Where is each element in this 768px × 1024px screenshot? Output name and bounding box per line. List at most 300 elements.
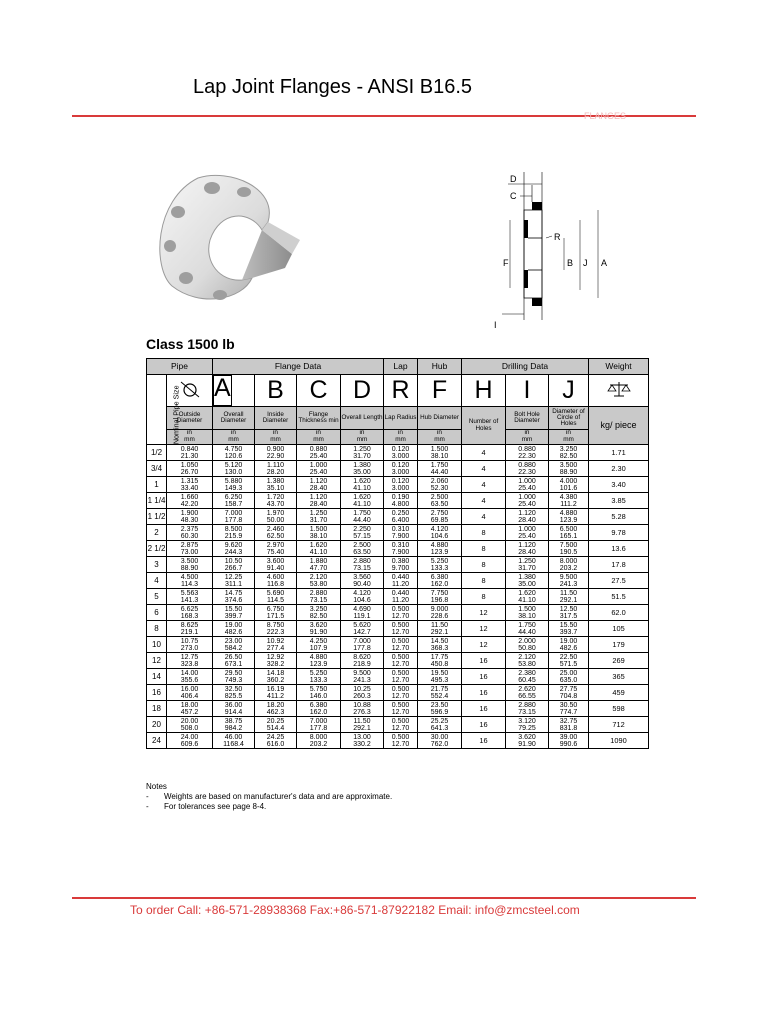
group-flange-data: Flange Data xyxy=(213,359,384,375)
letter-b: B xyxy=(255,375,297,407)
letter-h: H xyxy=(462,375,506,407)
notes xyxy=(146,782,392,812)
letter-f: F xyxy=(418,375,462,407)
table-row xyxy=(147,525,649,541)
cell-d: 1.620 41.10 xyxy=(341,477,384,493)
cell-f: 11.50 292.1 xyxy=(418,621,462,637)
cell-weight: 365 xyxy=(589,669,649,685)
cell-j: 39.00 990.6 xyxy=(549,733,589,749)
cell-b: 15.50 399.7 xyxy=(213,605,255,621)
nominal-size-cell: 20 xyxy=(147,717,167,733)
table-row xyxy=(147,461,649,477)
cell-f: 25.25 641.3 xyxy=(418,717,462,733)
cell-b: 9.620 244.3 xyxy=(213,541,255,557)
desc-number-of-holes: Number of Holes xyxy=(462,407,506,445)
cell-t: 1.120 28.40 xyxy=(297,493,341,509)
cell-d: 8.620 218.9 xyxy=(341,653,384,669)
cell-t: 3.620 91.90 xyxy=(297,621,341,637)
table-row xyxy=(147,573,649,589)
cell-j: 25.00 635.0 xyxy=(549,669,589,685)
dim-label-f: F xyxy=(503,258,509,268)
cell-t: 3.250 82.50 xyxy=(297,605,341,621)
cell-b: 6.250 158.7 xyxy=(213,493,255,509)
table-row xyxy=(147,717,649,733)
cell-b: 26.50 673.1 xyxy=(213,653,255,669)
cell-a: 5.563 141.3 xyxy=(167,589,213,605)
cell-c: 8.750 222.3 xyxy=(255,621,297,637)
cell-holes: 8 xyxy=(462,589,506,605)
weight-unit: kg/ piece xyxy=(589,407,649,445)
cell-r: 0.500 12.70 xyxy=(384,637,418,653)
nominal-size-cell: 6 xyxy=(147,605,167,621)
desc-overall-diameter: Overall Diameter xyxy=(213,407,255,430)
cell-r: 0.310 7.900 xyxy=(384,525,418,541)
cell-d: 7.000 177.8 xyxy=(341,637,384,653)
cell-b: 23.00 584.2 xyxy=(213,637,255,653)
cell-j: 19.00 482.6 xyxy=(549,637,589,653)
table-row xyxy=(147,621,649,637)
cell-c: 12.92 328.2 xyxy=(255,653,297,669)
cell-c: 1.110 28.20 xyxy=(255,461,297,477)
cell-i: 2.120 53.80 xyxy=(506,653,549,669)
note-item: - For tolerances see page 8-4. xyxy=(146,802,267,811)
nominal-size-cell: 18 xyxy=(147,701,167,717)
table-row xyxy=(147,541,649,557)
unit-cell-a: in mm xyxy=(167,430,213,445)
cell-weight: 598 xyxy=(589,701,649,717)
letter-c: C xyxy=(297,375,341,407)
cell-i: 2.000 50.80 xyxy=(506,637,549,653)
cell-i: 1.120 28.40 xyxy=(506,509,549,525)
cell-d: 3.560 90.40 xyxy=(341,573,384,589)
cell-r: 0.500 12.70 xyxy=(384,605,418,621)
table-row xyxy=(147,493,649,509)
cell-a: 2.375 60.30 xyxy=(167,525,213,541)
cell-a: 14.00 355.6 xyxy=(167,669,213,685)
letter-r: R xyxy=(384,375,418,407)
dim-label-i: I xyxy=(494,320,497,330)
cell-r: 0.380 9.700 xyxy=(384,557,418,573)
nominal-size-cell: 3 xyxy=(147,557,167,573)
cell-t: 6.380 162.0 xyxy=(297,701,341,717)
cell-weight: 3.40 xyxy=(589,477,649,493)
cell-i: 1.000 25.40 xyxy=(506,493,549,509)
cell-i: 0.880 22.30 xyxy=(506,461,549,477)
cell-a: 1.900 48.30 xyxy=(167,509,213,525)
cell-t: 4.250 107.9 xyxy=(297,637,341,653)
cell-c: 1.970 50.00 xyxy=(255,509,297,525)
unit-cell-i: in mm xyxy=(506,430,549,445)
cell-i: 2.620 66.55 xyxy=(506,685,549,701)
table-row xyxy=(147,477,649,493)
letter-i: I xyxy=(506,375,549,407)
nominal-size-cell: 1 xyxy=(147,477,167,493)
cell-a: 16.00 406.4 xyxy=(167,685,213,701)
cell-t: 4.880 123.9 xyxy=(297,653,341,669)
nominal-size-cell: 2 1/2 xyxy=(147,541,167,557)
cell-i: 3.120 79.25 xyxy=(506,717,549,733)
cell-r: 0.500 12.70 xyxy=(384,653,418,669)
cell-r: 0.500 12.70 xyxy=(384,621,418,637)
cell-c: 1.720 43.70 xyxy=(255,493,297,509)
dim-label-r: R xyxy=(554,232,561,242)
nominal-size-cell: 14 xyxy=(147,669,167,685)
cell-b: 4.750 120.6 xyxy=(213,445,255,461)
cell-a: 24.00 609.6 xyxy=(167,733,213,749)
cell-b: 38.75 984.2 xyxy=(213,717,255,733)
cell-holes: 4 xyxy=(462,477,506,493)
desc-inside-diameter: Inside Diameter xyxy=(255,407,297,430)
table-row xyxy=(147,701,649,717)
desc-outside-diameter: Outside Diameter xyxy=(167,407,213,430)
table-row xyxy=(147,653,649,669)
cell-c: 2.460 62.50 xyxy=(255,525,297,541)
cell-weight: 1090 xyxy=(589,733,649,749)
cell-r: 0.500 12.70 xyxy=(384,669,418,685)
flange-section-drawing xyxy=(488,170,618,330)
cell-f: 2.500 63.50 xyxy=(418,493,462,509)
cell-t: 5.250 133.3 xyxy=(297,669,341,685)
cell-f: 19.50 495.3 xyxy=(418,669,462,685)
cell-a: 2.875 73.00 xyxy=(167,541,213,557)
cell-r: 0.500 12.70 xyxy=(384,701,418,717)
nominal-size-cell: 12 xyxy=(147,653,167,669)
cell-f: 1.500 38.10 xyxy=(418,445,462,461)
cell-c: 1.380 35.10 xyxy=(255,477,297,493)
cell-c: 6.750 171.5 xyxy=(255,605,297,621)
cell-r: 0.500 12.70 xyxy=(384,717,418,733)
cell-b: 19.00 482.6 xyxy=(213,621,255,637)
cell-d: 4.120 104.6 xyxy=(341,589,384,605)
cell-r: 0.120 3.000 xyxy=(384,461,418,477)
nominal-size-header: Nominal Pipe Size xyxy=(147,375,167,445)
cell-b: 8.500 215.9 xyxy=(213,525,255,541)
cell-r: 0.250 6.400 xyxy=(384,509,418,525)
table-row xyxy=(147,445,649,461)
unit-cell-b: in mm xyxy=(213,430,255,445)
cell-a: 0.840 21.30 xyxy=(167,445,213,461)
cell-r: 0.500 12.70 xyxy=(384,733,418,749)
desc-bolt-hole-diameter: Bolt Hole Diameter xyxy=(506,407,549,430)
unit-cell-d: in mm xyxy=(341,430,384,445)
cell-a: 6.625 168.3 xyxy=(167,605,213,621)
nominal-size-cell: 5 xyxy=(147,589,167,605)
cell-r: 0.120 3.000 xyxy=(384,445,418,461)
cell-b: 12.25 311.1 xyxy=(213,573,255,589)
cell-j: 4.000 101.6 xyxy=(549,477,589,493)
cell-d: 10.88 276.3 xyxy=(341,701,384,717)
cell-a: 8.625 219.1 xyxy=(167,621,213,637)
cell-holes: 16 xyxy=(462,701,506,717)
cell-weight: 269 xyxy=(589,653,649,669)
cell-weight: 9.78 xyxy=(589,525,649,541)
cell-holes: 16 xyxy=(462,717,506,733)
cell-f: 6.380 162.0 xyxy=(418,573,462,589)
cell-r: 0.310 7.900 xyxy=(384,541,418,557)
cell-holes: 12 xyxy=(462,605,506,621)
cell-i: 1.750 44.40 xyxy=(506,621,549,637)
cell-d: 1.250 31.70 xyxy=(341,445,384,461)
table-row xyxy=(147,557,649,573)
desc-circle-of-holes: Diameter of Circle of Holes xyxy=(549,407,589,430)
cell-i: 1.500 38.10 xyxy=(506,605,549,621)
cell-b: 32.50 825.5 xyxy=(213,685,255,701)
dimension-table xyxy=(146,358,649,749)
cell-j: 3.250 82.50 xyxy=(549,445,589,461)
unit-cell-f: in mm xyxy=(418,430,462,445)
nominal-size-cell: 16 xyxy=(147,685,167,701)
group-weight: Weight xyxy=(589,359,649,375)
cell-b: 10.50 266.7 xyxy=(213,557,255,573)
cell-a: 1.050 26.70 xyxy=(167,461,213,477)
cell-holes: 16 xyxy=(462,653,506,669)
cell-t: 1.500 38.10 xyxy=(297,525,341,541)
cell-t: 7.000 177.8 xyxy=(297,717,341,733)
cell-t: 1.250 31.70 xyxy=(297,509,341,525)
cell-weight: 62.0 xyxy=(589,605,649,621)
cell-d: 4.690 119.1 xyxy=(341,605,384,621)
nominal-size-cell: 2 xyxy=(147,525,167,541)
cell-f: 7.750 196.8 xyxy=(418,589,462,605)
cell-i: 2.880 73.15 xyxy=(506,701,549,717)
cell-d: 2.880 73.15 xyxy=(341,557,384,573)
table-row xyxy=(147,685,649,701)
cell-holes: 12 xyxy=(462,637,506,653)
note-item: - Weights are based on manufacturer's data and are approximate. xyxy=(146,792,393,801)
cell-t: 5.750 146.0 xyxy=(297,685,341,701)
cell-f: 23.50 596.9 xyxy=(418,701,462,717)
cell-f: 2.060 52.30 xyxy=(418,477,462,493)
footer-rule xyxy=(72,897,696,899)
cell-t: 1.120 28.40 xyxy=(297,477,341,493)
cell-i: 1.000 25.40 xyxy=(506,525,549,541)
cell-weight: 2.30 xyxy=(589,461,649,477)
cell-f: 5.250 133.3 xyxy=(418,557,462,573)
group-pipe: Pipe xyxy=(147,359,213,375)
unit-cell-c: in mm xyxy=(255,430,297,445)
table-row xyxy=(147,637,649,653)
cell-a: 1.660 42.20 xyxy=(167,493,213,509)
cell-holes: 4 xyxy=(462,445,506,461)
cell-i: 1.250 31.70 xyxy=(506,557,549,573)
cell-j: 22.50 571.5 xyxy=(549,653,589,669)
cell-r: 0.440 11.20 xyxy=(384,589,418,605)
cell-weight: 3.85 xyxy=(589,493,649,509)
cell-weight: 27.5 xyxy=(589,573,649,589)
table-row xyxy=(147,589,649,605)
cell-f: 30.00 762.0 xyxy=(418,733,462,749)
cell-f: 4.880 123.9 xyxy=(418,541,462,557)
cell-holes: 8 xyxy=(462,557,506,573)
cell-f: 17.75 450.8 xyxy=(418,653,462,669)
cell-c: 20.25 514.4 xyxy=(255,717,297,733)
cell-j: 30.50 774.7 xyxy=(549,701,589,717)
cell-weight: 17.8 xyxy=(589,557,649,573)
cell-c: 3.600 91.40 xyxy=(255,557,297,573)
cell-c: 24.25 616.0 xyxy=(255,733,297,749)
unit-cell-t: in mm xyxy=(297,430,341,445)
cell-a: 1.315 33.40 xyxy=(167,477,213,493)
dim-label-j: J xyxy=(583,258,588,268)
cell-j: 32.75 831.8 xyxy=(549,717,589,733)
cell-d: 2.500 63.50 xyxy=(341,541,384,557)
cell-c: 10.92 277.4 xyxy=(255,637,297,653)
cell-a: 20.00 508.0 xyxy=(167,717,213,733)
cell-i: 1.380 35.00 xyxy=(506,573,549,589)
cell-d: 1.750 44.40 xyxy=(341,509,384,525)
cell-b: 46.00 1168.4 xyxy=(213,733,255,749)
cell-b: 36.00 914.4 xyxy=(213,701,255,717)
cell-r: 0.190 4.800 xyxy=(384,493,418,509)
dim-label-b: B xyxy=(567,258,574,268)
cell-i: 1.000 25.40 xyxy=(506,477,549,493)
cell-a: 3.500 88.90 xyxy=(167,557,213,573)
cell-j: 15.50 393.7 xyxy=(549,621,589,637)
cell-weight: 459 xyxy=(589,685,649,701)
cell-r: 0.120 3.000 xyxy=(384,477,418,493)
cell-d: 13.00 330.2 xyxy=(341,733,384,749)
cell-c: 18.20 462.3 xyxy=(255,701,297,717)
cell-weight: 712 xyxy=(589,717,649,733)
cell-a: 10.75 273.0 xyxy=(167,637,213,653)
cell-weight: 1.71 xyxy=(589,445,649,461)
cell-weight: 13.6 xyxy=(589,541,649,557)
cell-holes: 16 xyxy=(462,733,506,749)
cell-holes: 4 xyxy=(462,461,506,477)
letter-d: D xyxy=(341,375,384,407)
cell-holes: 4 xyxy=(462,509,506,525)
table-row xyxy=(147,509,649,525)
flange-photo xyxy=(150,170,310,315)
cell-c: 2.970 75.40 xyxy=(255,541,297,557)
dim-label-a: A xyxy=(601,258,608,268)
cell-t: 1.620 41.10 xyxy=(297,541,341,557)
cell-d: 1.380 35.00 xyxy=(341,461,384,477)
cell-weight: 51.5 xyxy=(589,589,649,605)
cell-holes: 4 xyxy=(462,493,506,509)
cell-holes: 16 xyxy=(462,669,506,685)
cell-a: 18.00 457.2 xyxy=(167,701,213,717)
cell-b: 5.880 149.3 xyxy=(213,477,255,493)
cell-holes: 8 xyxy=(462,541,506,557)
cell-j: 6.500 165.1 xyxy=(549,525,589,541)
cell-f: 9.000 228.6 xyxy=(418,605,462,621)
cell-r: 0.440 11.20 xyxy=(384,573,418,589)
cell-f: 2.750 69.85 xyxy=(418,509,462,525)
cell-j: 4.880 123.9 xyxy=(549,509,589,525)
group-hub: Hub xyxy=(418,359,462,375)
cell-d: 11.50 292.1 xyxy=(341,717,384,733)
cell-j: 7.500 190.5 xyxy=(549,541,589,557)
nominal-size-cell: 4 xyxy=(147,573,167,589)
cell-t: 1.000 25.40 xyxy=(297,461,341,477)
nominal-size-cell: 1/2 xyxy=(147,445,167,461)
nominal-size-cell: 10 xyxy=(147,637,167,653)
cell-j: 12.50 317.5 xyxy=(549,605,589,621)
letter-a: A xyxy=(213,375,232,406)
cell-c: 14.18 360.2 xyxy=(255,669,297,685)
cell-b: 29.50 749.3 xyxy=(213,669,255,685)
cell-j: 8.000 203.2 xyxy=(549,557,589,573)
nominal-size-cell: 3/4 xyxy=(147,461,167,477)
cell-f: 1.750 44.40 xyxy=(418,461,462,477)
table-row xyxy=(147,605,649,621)
desc-lap-radius: Lap Radius xyxy=(384,407,418,430)
cell-i: 0.880 22.30 xyxy=(506,445,549,461)
cell-i: 1.120 28.40 xyxy=(506,541,549,557)
cell-b: 14.75 374.6 xyxy=(213,589,255,605)
cell-t: 0.880 25.40 xyxy=(297,445,341,461)
cell-d: 2.250 57.15 xyxy=(341,525,384,541)
desc-hub-diameter: Hub Diameter xyxy=(418,407,462,430)
cell-d: 9.500 241.3 xyxy=(341,669,384,685)
cell-c: 0.900 22.90 xyxy=(255,445,297,461)
nominal-size-cell: 1 1/4 xyxy=(147,493,167,509)
faint-watermark-text: FLANGES xyxy=(584,111,627,121)
cell-holes: 8 xyxy=(462,525,506,541)
nominal-size-cell: 1 1/2 xyxy=(147,509,167,525)
cell-j: 9.500 241.3 xyxy=(549,573,589,589)
cell-d: 1.620 41.10 xyxy=(341,493,384,509)
notes-heading: Notes xyxy=(146,782,167,791)
cell-j: 11.50 292.1 xyxy=(549,589,589,605)
desc-flange-thickness: Flange Thickness min xyxy=(297,407,341,430)
cell-f: 14.50 368.3 xyxy=(418,637,462,653)
unit-cell-r: in mm xyxy=(384,430,418,445)
cell-c: 16.19 411.2 xyxy=(255,685,297,701)
cell-t: 8.000 203.2 xyxy=(297,733,341,749)
group-drilling-data: Drilling Data xyxy=(462,359,589,375)
cell-d: 10.25 260.3 xyxy=(341,685,384,701)
cell-weight: 5.28 xyxy=(589,509,649,525)
cell-f: 4.120 104.6 xyxy=(418,525,462,541)
group-lap: Lap xyxy=(384,359,418,375)
nominal-size-cell: 24 xyxy=(147,733,167,749)
letter-j: J xyxy=(549,375,589,407)
cell-r: 0.500 12.70 xyxy=(384,685,418,701)
order-contact: To order Call: +86-571-28938368 Fax:+86-571-87922182 Email: info@zmcsteel.com xyxy=(130,903,580,917)
cell-c: 5.690 114.5 xyxy=(255,589,297,605)
cell-weight: 105 xyxy=(589,621,649,637)
cell-weight: 179 xyxy=(589,637,649,653)
cell-holes: 8 xyxy=(462,573,506,589)
cell-d: 5.620 142.7 xyxy=(341,621,384,637)
cell-i: 3.620 91.90 xyxy=(506,733,549,749)
dim-label-c: C xyxy=(510,191,517,201)
cell-t: 1.880 47.70 xyxy=(297,557,341,573)
table-row xyxy=(147,669,649,685)
desc-overall-length: Overall Length xyxy=(341,407,384,430)
cell-j: 3.500 88.90 xyxy=(549,461,589,477)
cell-t: 2.880 73.15 xyxy=(297,589,341,605)
page-title: Lap Joint Flanges - ANSI B16.5 xyxy=(193,76,473,98)
nominal-size-cell: 8 xyxy=(147,621,167,637)
cell-holes: 12 xyxy=(462,621,506,637)
cell-f: 21.75 552.4 xyxy=(418,685,462,701)
unit-cell-j: in mm xyxy=(549,430,589,445)
cell-j: 27.75 704.8 xyxy=(549,685,589,701)
cell-b: 7.000 177.8 xyxy=(213,509,255,525)
cell-j: 4.380 111.2 xyxy=(549,493,589,509)
cell-i: 1.620 41.10 xyxy=(506,589,549,605)
table-row xyxy=(147,733,649,749)
dim-label-d: D xyxy=(510,174,517,184)
scale-icon xyxy=(589,375,649,407)
cell-t: 2.120 53.80 xyxy=(297,573,341,589)
cell-a: 4.500 114.3 xyxy=(167,573,213,589)
cell-b: 5.120 130.0 xyxy=(213,461,255,477)
cell-a: 12.75 323.8 xyxy=(167,653,213,669)
